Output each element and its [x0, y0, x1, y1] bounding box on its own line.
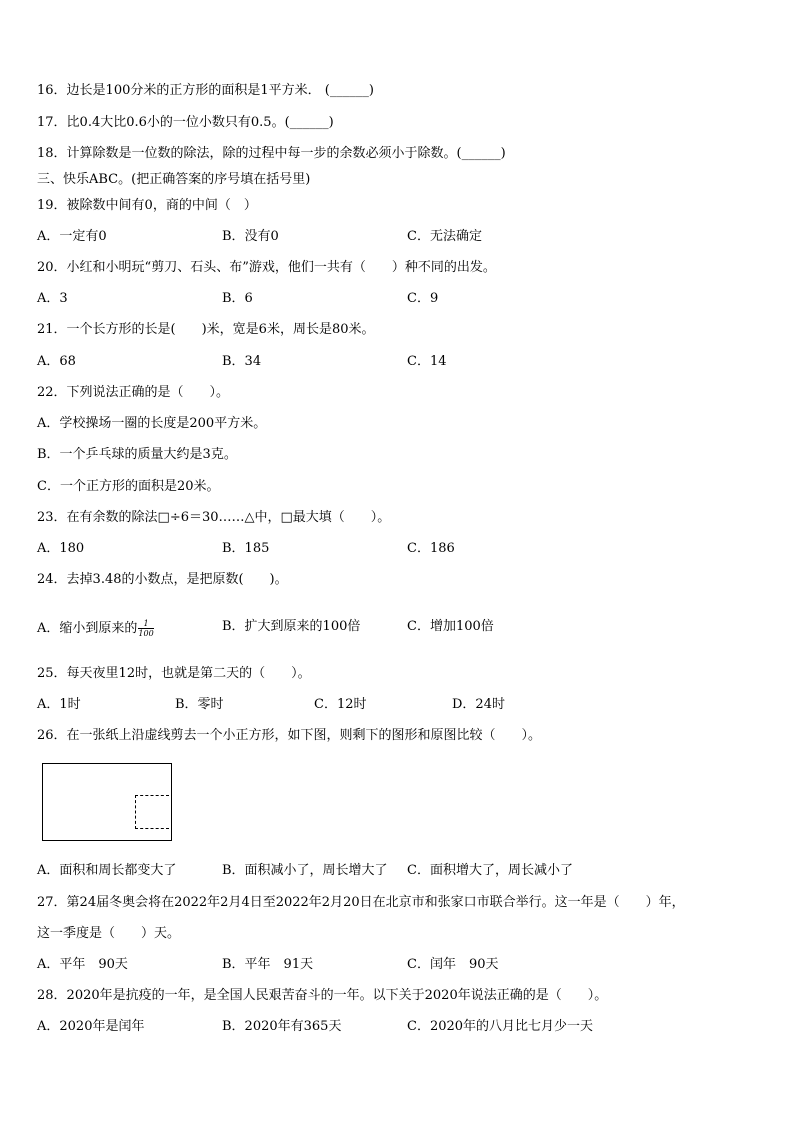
q23-option-a: A．180	[37, 541, 85, 556]
q23-option-c: C．186	[407, 541, 455, 556]
q25-option-c: C．12时	[314, 697, 367, 712]
q28-option-b: B．2020年有365天	[222, 1019, 342, 1034]
q26-option-b: B．面积减小了，周长增大了	[222, 863, 388, 878]
q19-option-b: B．没有0	[222, 229, 279, 244]
question-27-stem-line2: 这一季度是（ ）天。	[37, 926, 181, 941]
question-26-stem: 26．在一张纸上沿虚线剪去一个小正方形，如下图，则剩下的图形和原图比较（ ）。	[37, 728, 542, 743]
q22-option-c: C．一个正方形的面积是20米。	[37, 479, 220, 494]
q20-option-a: A．3	[37, 291, 68, 306]
q28-option-a: A．2020年是闰年	[37, 1019, 145, 1034]
question-18: 18．计算除数是一位数的除法，除的过程中每一步的余数必须小于除数。(______)	[37, 146, 506, 161]
q27-option-b: B．平年 91天	[222, 957, 314, 972]
fraction-numerator: 1	[138, 619, 153, 629]
q21-option-c: C．14	[407, 354, 447, 369]
q22-option-a: A．学校操场一圈的长度是200平方米。	[37, 416, 267, 431]
q25-option-a: A．1时	[37, 697, 81, 712]
question-19-stem: 19．被除数中间有0，商的中间（ ）	[37, 198, 257, 213]
question-28-stem: 28．2020年是抗疫的一年，是全国人民艰苦奋斗的一年。以下关于2020年说法正确的是（ ）。	[37, 988, 608, 1003]
q26-option-c: C．面积增大了，周长减小了	[407, 863, 573, 878]
q23-option-b: B．185	[222, 541, 270, 556]
rectangle-figure	[42, 763, 172, 841]
q27-option-c: C．闰年 90天	[407, 957, 499, 972]
question-22-stem: 22．下列说法正确的是（ ）。	[37, 385, 230, 400]
question-16: 16．边长是100分米的正方形的面积是1平方米． (______)	[37, 83, 374, 98]
question-21-stem: 21．一个长方形的长是( )米，宽是6米，周长是80米。	[37, 322, 375, 337]
question-24-stem: 24．去掉3.48的小数点，是把原数( )。	[37, 572, 288, 587]
q19-option-c: C．无法确定	[407, 229, 482, 244]
question-23-stem: 23．在有余数的除法□÷6＝30……△中，□最大填（ ）。	[37, 510, 391, 525]
q24-option-a	[37, 619, 154, 638]
fraction	[138, 619, 153, 638]
question-25-stem: 25．每天夜里12时，也就是第二天的（ ）。	[37, 666, 311, 681]
q19-option-a: A．一定有0	[37, 229, 107, 244]
dashed-square-cutout	[135, 795, 169, 829]
q24-option-c: C．增加100倍	[407, 619, 494, 634]
q21-option-a: A．68	[37, 354, 76, 369]
fraction-denominator: 100	[138, 629, 154, 638]
q26-option-a: A．面积和周长都变大了	[37, 863, 177, 878]
q24-option-a-text: A．缩小到原来的	[37, 621, 138, 636]
q20-option-c: C．9	[407, 291, 439, 306]
q27-option-a: A．平年 90天	[37, 957, 128, 972]
question-27-stem-line1: 27．第24届冬奥会将在2022年2月4日至2022年2月20日在北京市和张家口市联合举行。这一年是（ ）年，	[37, 895, 685, 910]
question-17: 17．比0.4大比0.6小的一位小数只有0.5。(______)	[37, 115, 334, 130]
q24-option-b: B．扩大到原来的100倍	[222, 619, 361, 634]
q22-option-b: B．一个乒乓球的质量大约是3克。	[37, 447, 237, 462]
q28-option-c: C．2020年的八月比七月少一天	[407, 1019, 594, 1034]
q25-option-b: B．零时	[175, 697, 224, 712]
q20-option-b: B．6	[222, 291, 253, 306]
q25-option-d: D．24时	[452, 697, 505, 712]
question-20-stem: 20．小红和小明玩“剪刀、石头、布”游戏，他们一共有（ ）种不同的出发。	[37, 260, 496, 275]
q21-option-b: B．34	[222, 354, 262, 369]
section-heading: 三、快乐ABC。(把正确答案的序号填在括号里)	[37, 172, 311, 187]
